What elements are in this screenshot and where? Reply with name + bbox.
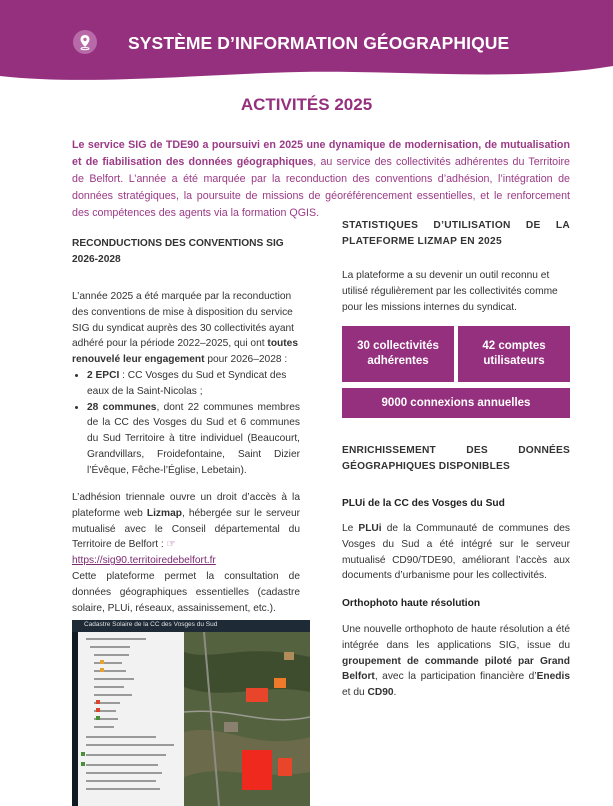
enrichment-heading: ENRICHISSEMENT DES DONNÉES GÉOGRAPHIQUES DISPONIBLES bbox=[342, 445, 570, 472]
page-title: ACTIVITÉS 2025 bbox=[240, 95, 373, 114]
ortho-bold-grand-belfort: groupement de commande piloté par Grand Belfort bbox=[342, 655, 570, 683]
screenshot-titlebar bbox=[72, 620, 310, 632]
ortho-text-2: , avec la participation financière d’ bbox=[374, 671, 537, 683]
map-imagery bbox=[184, 632, 310, 806]
header-title: SYSTÈME D’INFORMATION GÉOGRAPHIQUE bbox=[128, 33, 510, 53]
plui-text: Le bbox=[342, 523, 359, 534]
conventions-paragraph bbox=[72, 289, 300, 368]
intro-bold: Le service SIG de TDE90 a poursuivi en 2025 une dynamique de modernisation, de mutualisation et de fiabilisation des données géographiques bbox=[72, 139, 570, 168]
conventions-text: L’année 2025 a été marquée par la reconduction des conventions de mise à disposition du service SIG du syndicat auprès des 30 collectivités ayant adhéré pour la période 2022–2025, qui ont bbox=[72, 291, 294, 350]
epci-count: 2 EPCI bbox=[87, 369, 120, 381]
list-item bbox=[87, 400, 300, 479]
map-pin-icon bbox=[73, 30, 97, 54]
screenshot-layer-panel bbox=[78, 632, 184, 806]
ortho-text-4: . bbox=[393, 687, 397, 699]
lizmap-text-2: , hébergée sur le serveur mutualisé avec le Conseil départemental du Territoire de Belfort : bbox=[72, 507, 301, 551]
lizmap-paragraph bbox=[72, 490, 300, 616]
lizmap-screenshot bbox=[72, 620, 310, 806]
ortho-text: Une nouvelle orthophoto de haute résolution a été intégrée dans les applications SIG, issue du bbox=[342, 624, 570, 651]
epci-detail: : CC Vosges du Sud et Syndicat des eaux de la Saint-Nicolas ; bbox=[87, 369, 287, 397]
lizmap-link[interactable]: https://sig90.territoiredebelfort.fr bbox=[72, 555, 216, 567]
conventions-heading: RECONDUCTIONS DES CONVENTIONS SIG 2026-2028 bbox=[72, 238, 284, 265]
ortho-bold-cd90: CD90 bbox=[367, 687, 394, 699]
communes-count: 28 communes bbox=[87, 401, 157, 413]
stats-heading: STATISTIQUES D’UTILISATION DE LA PLATEFORME LIZMAP EN 2025 bbox=[342, 220, 570, 247]
lizmap-bold: Lizmap bbox=[146, 507, 182, 519]
intro-paragraph bbox=[72, 137, 570, 222]
ortho-paragraph bbox=[342, 622, 570, 701]
ortho-bold-enedis: Enedis bbox=[536, 671, 570, 683]
ortho-text-3: et du bbox=[342, 687, 368, 699]
list-item bbox=[87, 368, 300, 400]
plui-bold: PLUi bbox=[358, 523, 382, 534]
plui-text-2: de la Communauté de communes des Vosges du Sud a été intégré sur le serveur mutualisé CD90/TDE90, améliorant l’accès aux documents d’urbanisme pour les collectivités. bbox=[342, 523, 570, 582]
lizmap-description: Cette plateforme permet la consultation de données géographiques essentielles (cadastre solaire, PLUi, réseaux, assainissement, etc.). bbox=[72, 570, 300, 614]
conventions-bold: toutes renouvelé leur engagement bbox=[72, 338, 298, 366]
stat-comptes: 42 comptes utilisateurs bbox=[458, 326, 570, 382]
conventions-text-end: pour 2026–2028 : bbox=[204, 354, 288, 366]
screenshot-map bbox=[184, 632, 310, 806]
stats-intro: La plateforme a su devenir un outil reconnu et utilisé régulièrement par les collectivités comme pour les missions internes du syndicat. bbox=[342, 270, 558, 313]
plui-paragraph bbox=[342, 521, 570, 584]
conventions-section bbox=[72, 289, 300, 479]
stat-connexions: 9000 connexions annuelles bbox=[342, 388, 570, 418]
intro-rest: , au service des collectivités adhérentes du Territoire de Belfort. L’année a été marquée par la reconduction des conventions d’adhésion, l’intégration de données stratégiques, la poursuite de missions de géoréférencement essentielles, et le renforcement des compétences des agents via la formation QGIS. bbox=[72, 156, 570, 219]
communes-detail: , dont 22 communes membres de la CC des Vosges du Sud et 6 communes du Sud Territoire à titre individuel (Beaucourt, Grandvillars, Froidefontaine, Saint Dizier l’Évêque, Fêche-l’Église, Lebetain). bbox=[87, 401, 300, 476]
conventions-list bbox=[72, 368, 300, 479]
plui-heading: PLUi de la CC des Vosges du Sud bbox=[342, 498, 505, 509]
stat-collectivites: 30 collectivités adhérentes bbox=[342, 326, 454, 382]
pointing-hand-icon: ☞ bbox=[166, 539, 176, 551]
lizmap-text: L’adhésion triennale ouvre un droit d’accès à la plateforme web bbox=[72, 492, 300, 519]
ortho-heading: Orthophoto haute résolution bbox=[342, 598, 481, 609]
layer-tree bbox=[78, 632, 184, 806]
screenshot-title: Cadastre Solaire de la CC des Vosges du Sud bbox=[84, 621, 218, 628]
